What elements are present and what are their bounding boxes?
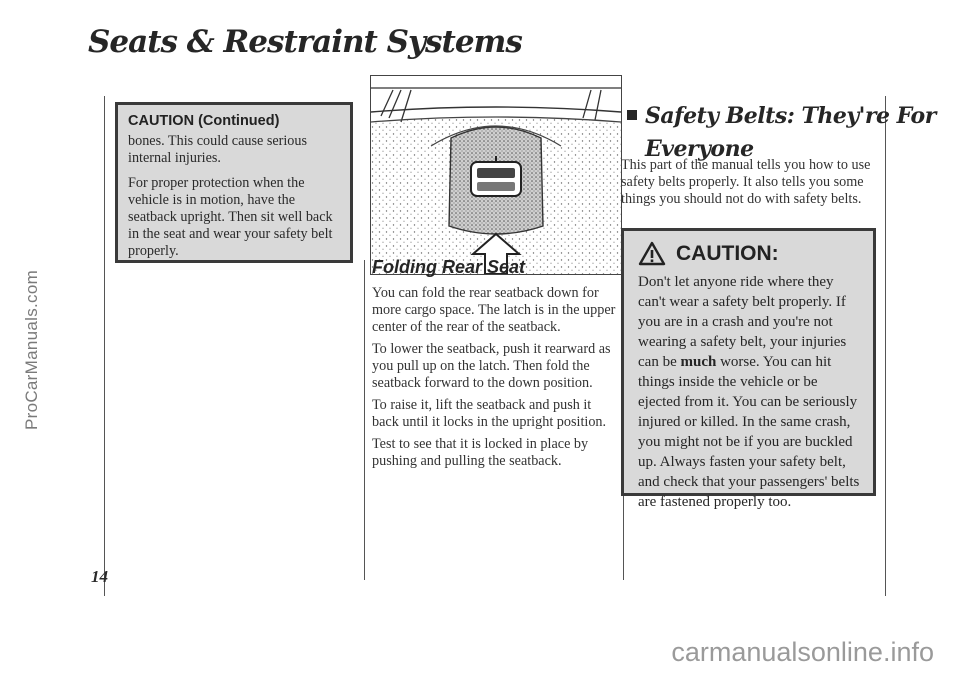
body-paragraph: You can fold the rear seatback down for more cargo space. The latch is in the upper center of the rear of the seatback. [372,285,616,335]
caution-box-safety [621,228,876,510]
safety-belts-heading: Safety Belts: They're For Everyone [627,100,936,166]
caution-heading: CAUTION (Continued) [128,113,280,129]
column-rule [885,96,886,596]
caution-paragraph: For proper protection when the vehicle is in motion, have the seatback upright. Then sit well back in the seat and wear your safety belt properly. [128,175,333,259]
folding-rear-seat-heading: Folding Rear Seat [372,257,526,277]
caution-text: Don't let anyone ride where they can't wear a safety belt properly. If you are in a crash and you're not wearing a safety belt, your injuries can be much worse. You can hit things inside the vehicle or be ejected from it. You can be seriously injured or killed. In the same crash, you might not be if you are buckled up. Always fasten your safety belt, and check that your passengers' belts are fastened properly too. [638,274,860,510]
caution-paragraph: bones. This could cause serious internal injuries. [128,133,308,166]
body-paragraph: To lower the seatback, push it rearward as you pull up on the latch. Then fold the seatback forward to the down position. [372,341,611,391]
folding-rear-seat-body [372,285,620,475]
warning-triangle-icon [638,241,666,266]
safety-belts-intro: This part of the manual tells you how to use safety belts properly. It also tells you some things you should not do with safety belts. [621,157,871,207]
column-rule [364,260,365,580]
side-watermark: ProCarManuals.com [22,269,41,430]
seatback-latch-drawing [371,76,621,274]
column-rule [104,96,105,596]
page-title: Seats & Restraint Systems [88,24,522,60]
body-paragraph: Test to see that it is locked in place by pushing and pulling the seatback. [372,436,589,469]
footer-watermark: carmanualsonline.info [671,637,934,667]
bullet-square-icon [627,110,637,120]
caution-box-continued [115,102,353,263]
caution-title: CAUTION: [638,241,861,266]
page-number: 14 [91,567,108,586]
body-paragraph: To raise it, lift the seatback and push it back until it locks in the upright position. [372,397,607,430]
seatback-latch-illustration [370,75,622,275]
